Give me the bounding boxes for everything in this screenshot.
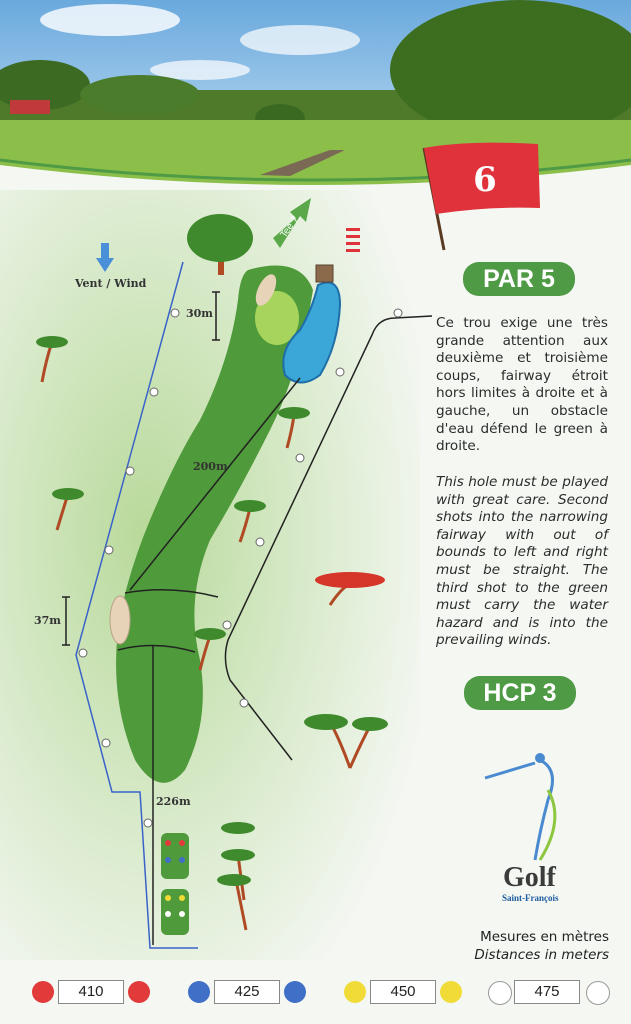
wind-label: Vent / Wind xyxy=(75,277,147,290)
hcp-badge: HCP 3 xyxy=(464,676,576,710)
yellow-tee-icon xyxy=(344,981,366,1003)
tee-blue-value: 425 xyxy=(214,980,280,1004)
logo-subtitle: Saint-François xyxy=(502,893,559,903)
tee-blue-length xyxy=(188,978,310,1008)
description-english: This hole must be played with great care. Second shots into the narrowing fairway with out of bounds to left and right must be straight. The third shot to the green must carry the water hazard and is into the prevailing winds. xyxy=(436,474,608,649)
tee-box-back xyxy=(161,889,189,935)
tee-white-value: 475 xyxy=(514,980,580,1004)
tee-white-length xyxy=(488,978,614,1008)
par-badge: PAR 5 xyxy=(463,262,575,296)
tee-yellow-value: 450 xyxy=(370,980,436,1004)
tee-7-label: Tee 7 xyxy=(279,214,302,240)
yellow-tee-icon xyxy=(440,981,462,1003)
distance-200m: 200m xyxy=(193,460,228,473)
white-tee-icon xyxy=(488,981,512,1005)
blue-tee-icon xyxy=(284,981,306,1003)
distance-226m: 226m xyxy=(156,795,191,808)
measures-note xyxy=(474,928,609,964)
tee-red-length xyxy=(32,978,154,1008)
tee-marker-box xyxy=(316,265,333,282)
golfer-logo-icon xyxy=(485,760,553,860)
tee-box-front xyxy=(161,833,189,879)
measures-english: Distances in meters xyxy=(474,947,609,963)
measures-french: Mesures en mètres xyxy=(480,929,609,945)
logo-word: Golf xyxy=(503,862,556,893)
tee-yellow-length xyxy=(344,978,466,1008)
red-tee-icon xyxy=(32,981,54,1003)
hole-number: 6 xyxy=(473,160,497,200)
tee-red-value: 410 xyxy=(58,980,124,1004)
description-french: Ce trou exige une très grande attention aux deuxième et troisième coups, fairway étroit hors limites à droite et à gauche, un obstacle d'eau défend le green à droite. xyxy=(436,315,608,455)
distance-37m: 37m xyxy=(34,614,61,627)
distance-30m: 30m xyxy=(186,307,213,320)
bunker-fairway xyxy=(110,596,130,644)
blue-tee-icon xyxy=(188,981,210,1003)
white-tee-icon xyxy=(586,981,610,1005)
red-tee-icon xyxy=(128,981,150,1003)
